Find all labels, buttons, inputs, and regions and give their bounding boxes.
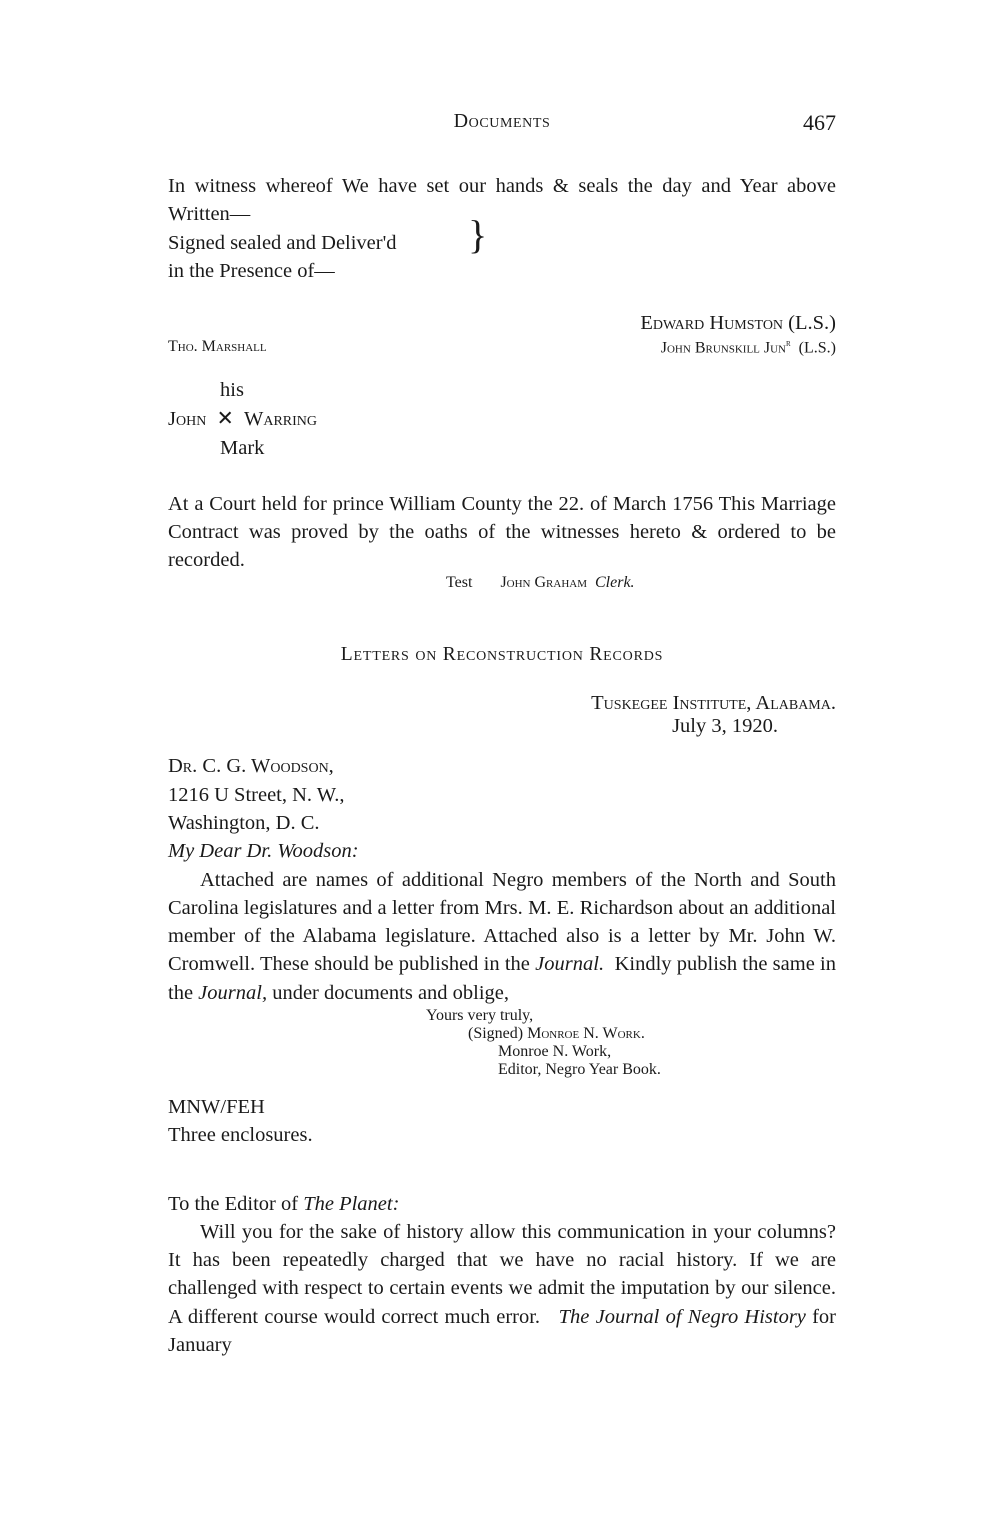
signature-edward-humston: Edward Humston (L.S.) — [640, 312, 836, 335]
clerk-title: Clerk. — [595, 574, 635, 592]
to-editor-prefix: To the Editor of — [168, 1192, 299, 1215]
signature-john-brunskill-name: John Brunskill Jun — [660, 339, 786, 357]
brace-glyph: } — [468, 211, 488, 257]
letter-body-mid: Kindly publish the same in the — [168, 953, 836, 1004]
court-record-paragraph: At a Court held for prince William County the 22. of March 1756 This Marriage Contract was proved by the oaths of the witnesses hereto & ordered to be recorded. — [168, 492, 836, 572]
mark-label: Mark — [220, 437, 265, 460]
letter-signed-line — [168, 1025, 836, 1043]
witness-first-name: John — [168, 408, 207, 431]
clerk-name: John Graham — [500, 574, 587, 592]
contract-signed-sealed-group — [168, 211, 836, 286]
planet-body-journal: The Journal of Negro History — [558, 1305, 806, 1328]
letter-body-journal-2: Journal, — [198, 981, 268, 1004]
running-title: Documents — [453, 110, 551, 132]
letter-body-paragraph — [168, 866, 836, 1007]
contract-witness-line: In witness whereof We have set our hands & seals the day and Year above Written— — [168, 175, 836, 226]
address-line-2: 1216 U Street, N. W., — [168, 783, 345, 806]
signed-prefix: (Signed) — [468, 1024, 528, 1042]
letter-enclosures: Three enclosures. — [168, 1124, 313, 1147]
signature-john-brunskill-ls: (L.S.) — [798, 339, 836, 357]
section-heading-letters: Letters on Reconstruction Records — [340, 644, 664, 666]
planet-letter-body — [168, 1218, 836, 1359]
court-attestation-line — [168, 574, 836, 592]
witness-signature-row — [168, 338, 836, 372]
planet-body-part1: Will you for the sake of history allow this communication in your columns? It has been repeatedly charged that we have no racial history. If we are challenged with respect to certain events we admit the imputation by our silence. A different course would correct much error. — [168, 1220, 836, 1328]
witness-mark-block — [168, 376, 836, 463]
his-label: his — [220, 379, 244, 402]
witness-last-name: Warring — [244, 408, 318, 431]
contract-signed-line: Signed sealed and Deliver'd — [168, 231, 397, 254]
page-content — [168, 110, 836, 1359]
contract-presence-line: in the Presence of— — [168, 259, 335, 282]
page-number: 467 — [803, 110, 836, 135]
signature-superscript: r — [786, 338, 791, 350]
letter-body-journal-1: Journal. — [535, 953, 605, 976]
letter-body-end: under documents and oblige, — [272, 981, 510, 1004]
letter-typed-title: Editor, Negro Year Book. — [498, 1060, 661, 1078]
running-head — [168, 110, 836, 144]
planet-letter-heading — [168, 1190, 836, 1218]
planet-body-part2: for January — [168, 1305, 837, 1356]
witness-john-warring — [168, 405, 836, 434]
letter-body-part1: Attached are names of additional Negro members of the North and South Carolina legislatures and a letter from Mrs. M. E. Richardson about an additional member of the Alabama legislature. Attached also is a letter by Mr. John W. Cromwell. These should be published in the — [168, 868, 836, 976]
test-label: Test — [446, 574, 473, 592]
letterhead-place: Tuskegee Institute, Alabama. — [591, 692, 836, 715]
letter-initials: MNW/FEH — [168, 1095, 265, 1118]
witness-tho-marshall: Tho. Marshall — [168, 338, 267, 356]
mark-cross-icon: ✕ — [216, 408, 234, 431]
address-line-3: Washington, D. C. — [168, 811, 320, 834]
letter-closing: Yours very truly, — [426, 1006, 534, 1024]
letter-typed-name: Monroe N. Work, — [498, 1042, 612, 1060]
signed-name-visible: Monroe N. Work. — [527, 1024, 645, 1042]
address-line-1: Dr. C. G. Woodson, — [168, 755, 334, 778]
salutation: My Dear Dr. Woodson: — [168, 840, 359, 863]
contract-signatures — [168, 309, 836, 372]
to-editor-publication: The Planet: — [303, 1192, 400, 1215]
signature-john-brunskill — [498, 338, 836, 357]
letterhead-date: July 3, 1920. — [672, 715, 778, 738]
